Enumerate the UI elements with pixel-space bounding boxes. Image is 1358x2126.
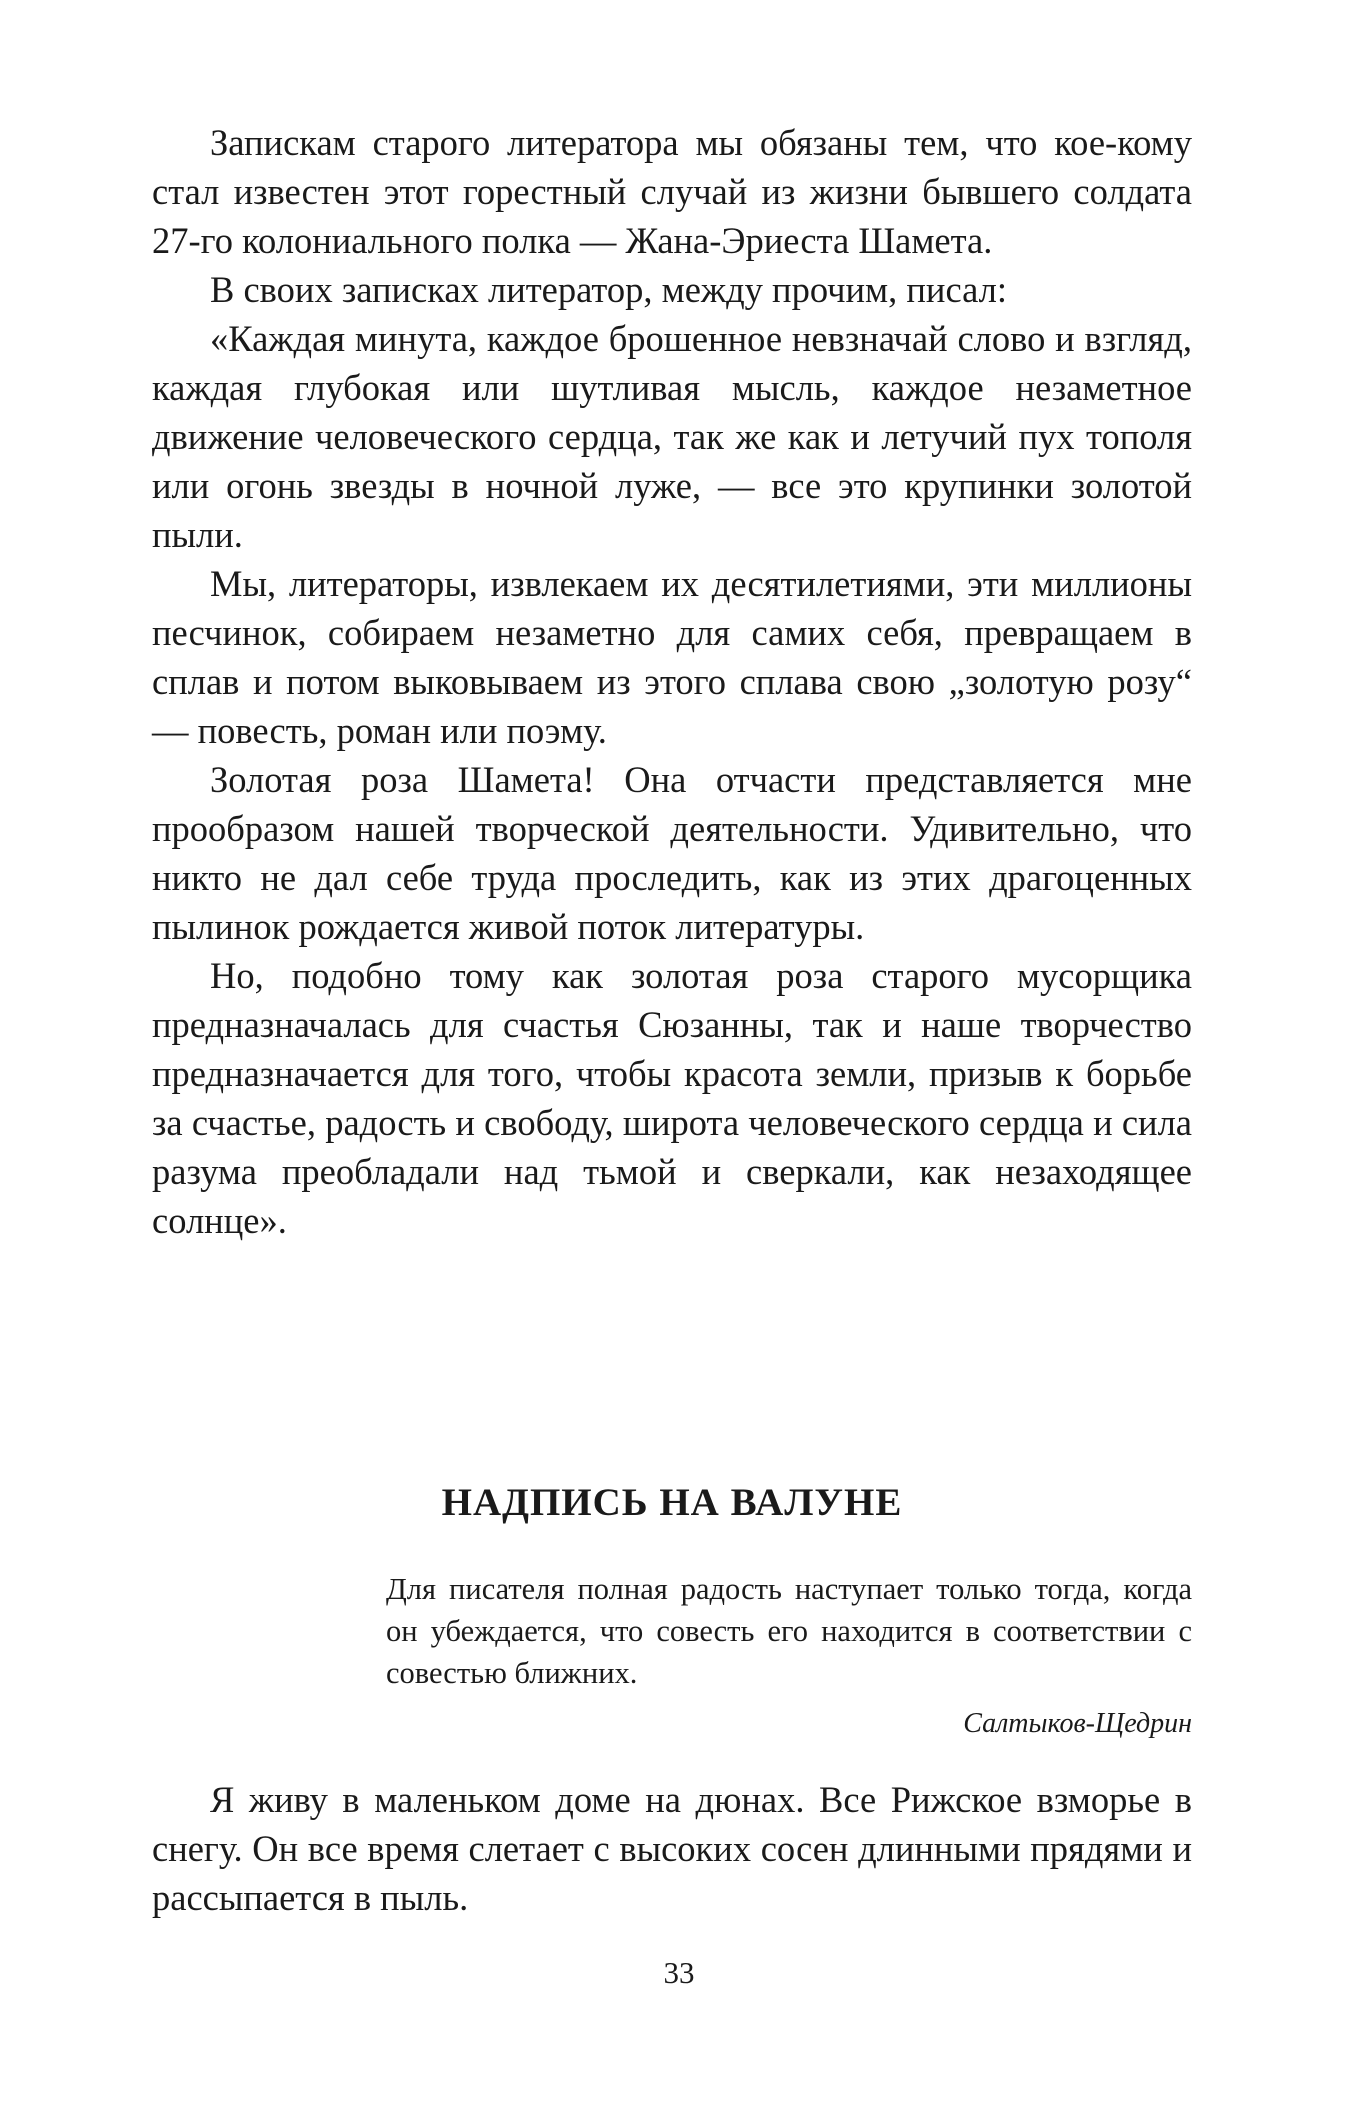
paragraph: В своих записках литератор, между прочим, писал: xyxy=(210,269,1007,310)
chapter-text xyxy=(152,1775,1192,1922)
page-number: 33 xyxy=(663,1955,695,1990)
paragraph: Я живу в маленьком доме на дюнах. Все Рижское взморье в снегу. Он все время слетает с высоких сосен длинными прядями и рассыпается в пыль. xyxy=(152,1779,1192,1918)
paragraph: Мы, литераторы, извлекаем их десятилетиями, эти миллионы песчинок, собираем незаметно для самих себя, превращаем в сплав и потом выковываем из этого сплава свою „золотую розу“ — повесть, роман или поэму. xyxy=(152,563,1192,751)
chapter-title: НАДПИСЬ НА ВАЛУНЕ xyxy=(441,1481,903,1524)
paragraph: Золотая роза Шамета! Она отчасти представляется мне прообразом нашей творческой деятельности. Удивительно, что никто не дал себе труда проследить, как из этих драгоценных пылинок рождается живой поток литературы. xyxy=(152,759,1192,947)
epigraph xyxy=(386,1568,1192,1694)
paragraph: Но, подобно тому как золотая роза старого мусорщика предназначалась для счастья Сюзанны, так и наше творчество предназначается для того, чтобы красота земли, призыв к борьбе за счастье, радость и свободу, широта человеческого сердца и сила разума преобладали над тьмой и сверкали, как незаходящее солнце». xyxy=(152,955,1192,1241)
epigraph-author: Салтыков-Щедрин xyxy=(963,1708,1192,1739)
main-text xyxy=(152,118,1192,1245)
epigraph-text: Для писателя полная радость наступает только тогда, когда он убеждается, что совесть его находится в соответствии с совестью ближних. xyxy=(386,1572,1192,1690)
paragraph: «Каждая минута, каждое брошенное невзначай слово и взгляд, каждая глубокая или шутливая мысль, каждое незаметное движение человеческого сердца, так же как и летучий пух тополя или огонь звезды в ночной луже, — все это крупинки золотой пыли. xyxy=(152,318,1192,555)
paragraph: Запискам старого литератора мы обязаны тем, что кое-кому стал известен этот горестный случай из жизни бывшего солдата 27-го колониального полка — Жана-Эриеста Шамета. xyxy=(152,122,1192,261)
